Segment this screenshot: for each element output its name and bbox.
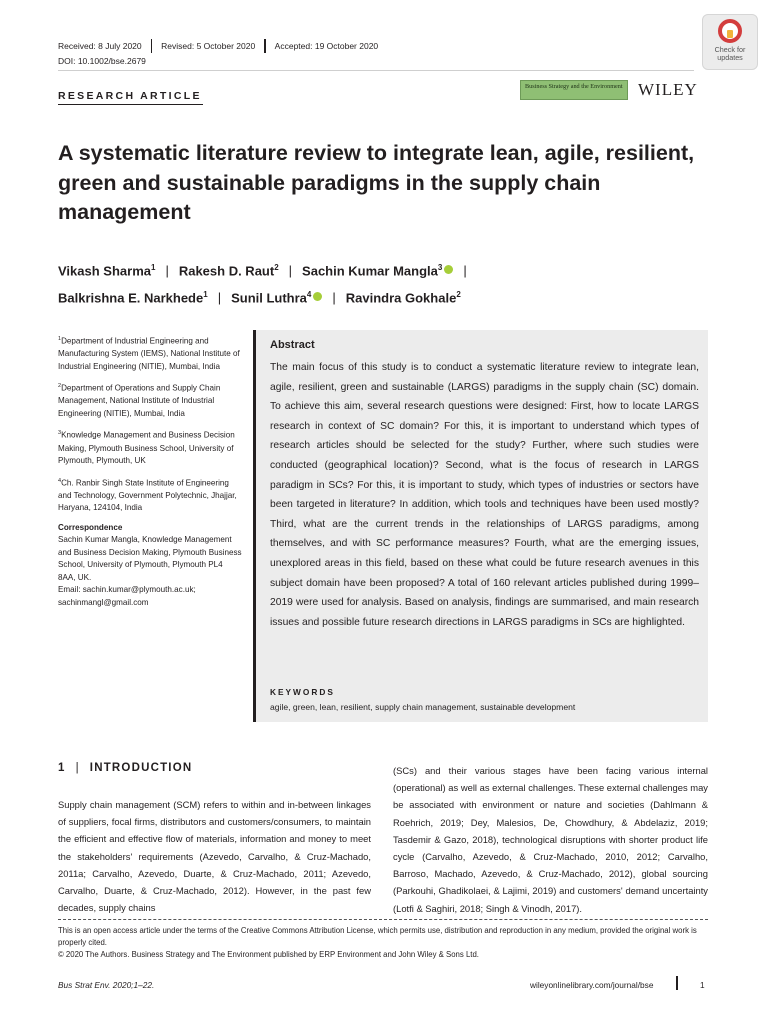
article-type-underline [58,104,203,105]
article-type: RESEARCH ARTICLE [58,90,202,102]
footer-divider [676,976,678,990]
affiliation-marker: 3 [437,263,443,272]
check-for-updates-button[interactable] [702,14,758,70]
author-name[interactable]: Vikash Sharma [58,263,151,279]
footer-url[interactable]: wileyonlinelibrary.com/journal/bse [530,980,654,990]
keywords-heading: KEYWORDS [270,687,335,697]
section-title: INTRODUCTION [89,762,193,774]
doi[interactable]: DOI: 10.1002/bse.2679 [58,56,146,66]
affiliation-marker: 4 [306,289,312,299]
correspondence-address: Sachin Kumar Mangla, Knowledge Management and Business Decision Making, Plymouth Business School, University of Plymouth, Plymouth PL4 8AA, UK. [58,535,242,582]
author-name[interactable]: Rakesh D. Raut [178,263,275,279]
article-title: A systematic literature review to integrate lean, agile, resilient, green and sustainable paradigms in the supply chain management [58,141,695,224]
correspondence-heading: Correspondence [58,522,123,532]
journal-logo: Business Strategy and the Environment [520,80,628,100]
author-list: Vikash Sharma$^1$ | Rakesh D. Raut$^2$ | Sachin Kumar Mangla$^3$ | Balkrishna E. Narkhede$^1$ | Sunil Luthra$^4$ | Ravindra Gokhale$^2$ [58,263,467,306]
divider [264,39,266,53]
author-name[interactable]: Balkrishna E. Narkhede [58,290,204,306]
affiliation-marker: 2 [456,289,461,299]
footer-citation: Bus Strat Env. 2020;1–22. [58,980,155,990]
check-updates-label: Check for updates [714,45,746,62]
divider [151,39,153,53]
article-dates [58,39,378,53]
affiliation-marker: 1 [203,289,208,299]
check-updates-icon [718,19,742,43]
author-name[interactable]: Sachin Kumar Mangla [302,263,438,279]
page-number: 1 [700,980,705,990]
accepted-date: Accepted: 19 October 2020 [274,41,379,51]
section-heading: 1 | INTRODUCTION [58,762,193,774]
abstract-text: The main focus of this study is to conduct a systematic literature review to integrate lean, agile, resilient, green and sustainable (LARGS) paradigms in the supply chain (SC) domain. To achieve this aim, several research questions were designed: First, how to locate LARGS research in context of SC domain? For this, it is important to understand which types of research articles should be selected for the study? Further, where such studies were conducted (geographical location)? Second, what is the focus of research in LARGS paradigm in SCs? For this, it is important to study, which types of industries or sectors have been targeted in literature? In addition, which tools and techniques have been used mostly? Third, what are the current trends in the relationships of LARGS paradigms, among themselves, and with SC performance measures? Fourth, what are the emerging issues, unexplored areas in this field, based on these what could be future research avenues in this subject domain have been proposed? A total of 160 relevant articles published during 1999–2019 were used for analysis. Based on analysis, findings are summarised, and main research issues and possible future research directions in LARGS paradigms in SCs are highlighted. [270,362,699,628]
publisher-logo: WILEY [638,80,698,99]
author-name[interactable]: Sunil Luthra [231,290,307,306]
orcid-icon[interactable] [444,265,453,274]
body-text-column-1: Supply chain management (SCM) refers to within and in-between linkages of suppliers, focal firms, distributors and customers/consumers, to maintain the efficient and effective flow of materials, information and money to meet the stakeholders' requirements (Azevedo, Carvalho, & Cruz-Machado, 2011a; Carvalho, Azevedo, Duarte, & Cruz-Machado, 2011; Azevedo, Carvalho, Duarte, & Cruz-Machado, 2012). However, in the past few decades, supply chains [58,799,371,914]
copyright-text: © 2020 The Authors. Business Strategy and The Environment published by ERP Environment and John Wiley & Sons Ltd. [58,950,479,959]
license-text: This is an open access article under the terms of the Creative Commons Attribution License, which permits use, distribution and reproduction in any medium, provided the original work is properly cited. [58,926,697,947]
revised-date: Revised: 5 October 2020 [161,41,256,51]
keywords: agile, green, lean, resilient, supply chain management, sustainable development [270,702,576,712]
abstract-heading: Abstract [270,339,315,351]
orcid-icon[interactable] [313,292,322,301]
author-name[interactable]: Ravindra Gokhale [345,290,457,306]
header-rule [58,70,694,71]
affiliations [58,333,242,609]
received-date: Received: 8 July 2020 [58,41,142,51]
license-divider [58,919,708,920]
section-number: 1 [58,762,66,774]
body-text-column-2: (SCs) and their various stages have been facing various internal (operational) as well as external challenges. These external challenges may be associated with environment or nature and societies (Dahlmann & Roehrich, 2019; Dey, Malesios, De, Chowdhury, & Abdelaziz, 2019; Tasdemir & Gazo, 2018), technological disruptions with shorter product life cycle (Carvalho, Azevedo, & Cruz-Machado, 2010, 2012; Carvalho, Barroso, Machado, Azevedo, & Cruz-Machado, 2012), global sourcing (Parkouhi, Ghadikolaei, & Lajimi, 2019) and customers' demand uncertainty (Lotfi & Saghiri, 2018; Singh & Vinodh, 2017). [393,765,708,914]
affiliation: $^1$Department of Industrial Engineering and Manufacturing System (IEMS), National Institute of Industrial Engineering (NITIE), Mumbai, India [58,336,240,371]
correspondence-email[interactable]: Email: sachin.kumar@plymouth.ac.uk; sachinmangl@gmail.com [58,585,196,607]
affiliation-marker: 1 [150,263,156,272]
affiliation: $^3$Knowledge Management and Business Decision Making, Plymouth Business School, University of Plymouth, Plymouth, UK [58,430,235,466]
affiliation: $^2$Department of Operations and Supply Chain Management, National Institute of Industrial Engineering (NITIE), Mumbai, India [58,383,221,418]
affiliation-marker: 2 [274,263,279,272]
license-note [58,925,708,961]
affiliation: $^4$Ch. Ranbir Singh State Institute of Engineering and Technology, Government Polytechnic, Jhajjar, Haryana, 124104, India [58,477,237,513]
